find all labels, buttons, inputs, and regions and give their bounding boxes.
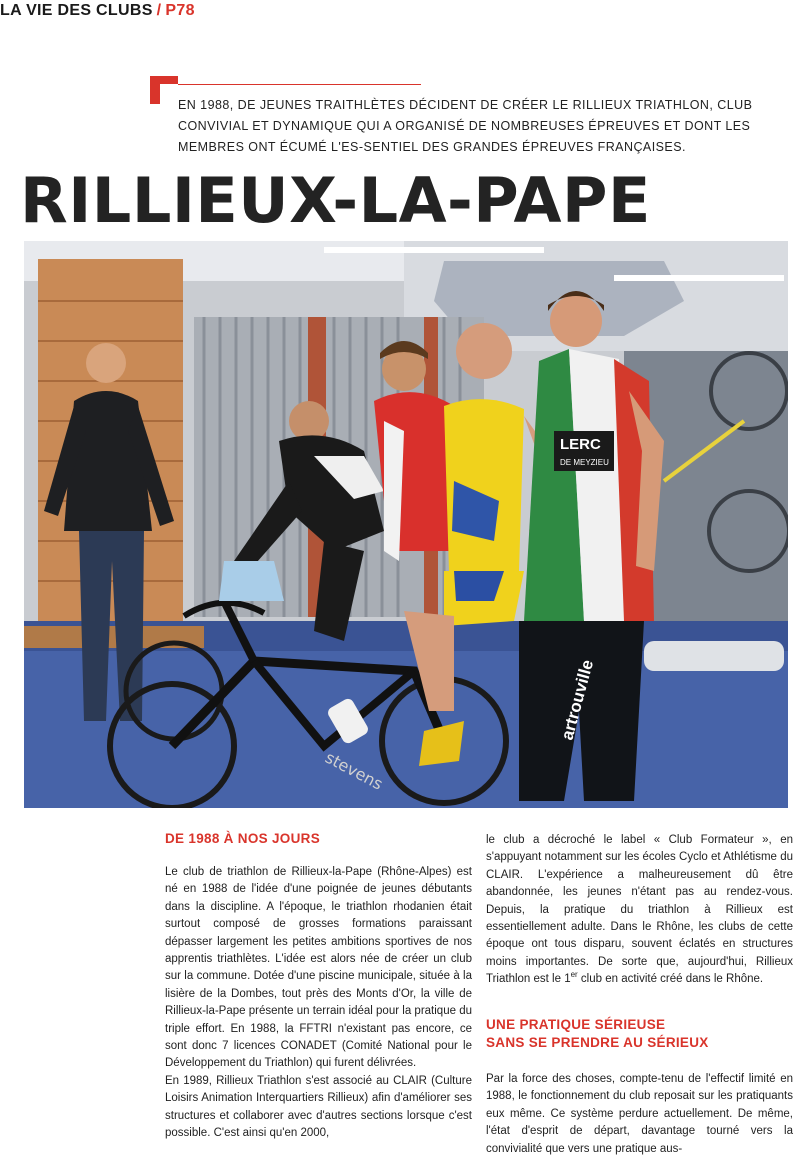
section-name: LA VIE DES CLUBS [0, 2, 153, 19]
jersey-label-meyzieu: DE MEYZIEU [560, 458, 609, 467]
section-heading-history: DE 1988 À NOS JOURS [165, 831, 321, 846]
page-number: P78 [165, 2, 195, 19]
paragraph-formateur-text: le club a décroché le label « Club Formateur », en s'appuyant notamment sur les écoles Cyclo et Athlétisme du CLAIR. L'expérience a malheureusement dû être abandonnée, les jeunes n'étant pas au rendez-vous. Depuis, la pratique du triathlon à Rillieux est essentiellement adulte. Dans le Rhône, les clubs de cette époque ont tous disparu, souvent éclatés en structures moins importantes. De sorte que, aujourd'hui, Rillieux Triathlon est le 1 [486, 834, 793, 986]
section-heading-practice-line-1: UNE PRATIQUE SÉRIEUSE [486, 1017, 666, 1032]
page-header [0, 2, 195, 24]
article-title: RILLIEUX-LA-PAPE [20, 164, 651, 237]
paragraph-practice: Par la force des choses, compte-tenu de l'effectif limité en 1988, le fonctionnement du club reposait sur les pratiquants eux même. Ce système perdure actuellement. De même, l'état d'esprit de départ, davantage tourné vers la convivialité que vers une pratique aus- [486, 1073, 793, 1155]
intro-rule [178, 84, 421, 85]
section-heading-practice-line-2: SANS SE PRENDRE AU SÉRIEUX [486, 1035, 709, 1050]
club-photo [24, 241, 788, 808]
intro-bracket-top-decoration [150, 76, 178, 84]
jersey-label-lerc: LERC [560, 436, 601, 453]
paragraph-formateur [486, 832, 793, 989]
shorts-label: artrouville [557, 657, 598, 743]
ordinal-superscript: er [570, 970, 578, 980]
article-column-right [486, 832, 793, 989]
paragraph-formateur-end: club en activité créé dans le Rhône. [577, 973, 764, 986]
club-photo-illustration [24, 241, 788, 808]
paragraph-clair: En 1989, Rillieux Triathlon s'est associé au CLAIR (Culture Loisirs Animation Interquartiers Rillieux) afin d'améliorer ses structures et collaborer avec d'autres sections lorsque c'est possible. C'est ainsi qu'en 2000, [165, 1074, 472, 1140]
section-heading-practice [486, 1016, 786, 1052]
header-separator: / [156, 2, 162, 19]
article-column-right-lower [486, 1071, 793, 1158]
intro-text: EN 1988, DE JEUNES TRAITHLÈTES DÉCIDENT DE CRÉER LE RILLIEUX TRIATHLON, CLUB CONVIVIAL ET DYNAMIQUE QUI A ORGANISÉ DE NOMBREUSES ÉPREUVES ET DONT LES MEMBRES ONT ÉCUMÉ L'ES-SENTIEL DES GRANDES ÉPREUVES FRANÇAISES. [178, 98, 753, 154]
paragraph-history: Le club de triathlon de Rillieux-la-Pape (Rhône-Alpes) est né en 1988 de l'idée d'une poignée de jeunes débutants dans la discipline. A l'époque, le triathlon rhodanien était surtout composé de grosses formations paraissant dépasser largement les petites ambitions sportives de nos apprentis triathlètes. L'idée est alors née de créer un club sur la commune. Dotée d'une piscine municipale, située à la lisière de la Dombes, tout près des Monts d'Or, la ville de Rillieux-la-Pape présente un terrain idéal pour la pratique du triple effort. En 1988, la FFTRI n'existant pas encore, ce sont donc 7 licences CONADET (Comité National pour le Développement du Triathlon) qui furent délivrées. [165, 866, 472, 1070]
bike-brand-label: stevens [322, 747, 387, 794]
article-column-left [165, 864, 472, 1143]
